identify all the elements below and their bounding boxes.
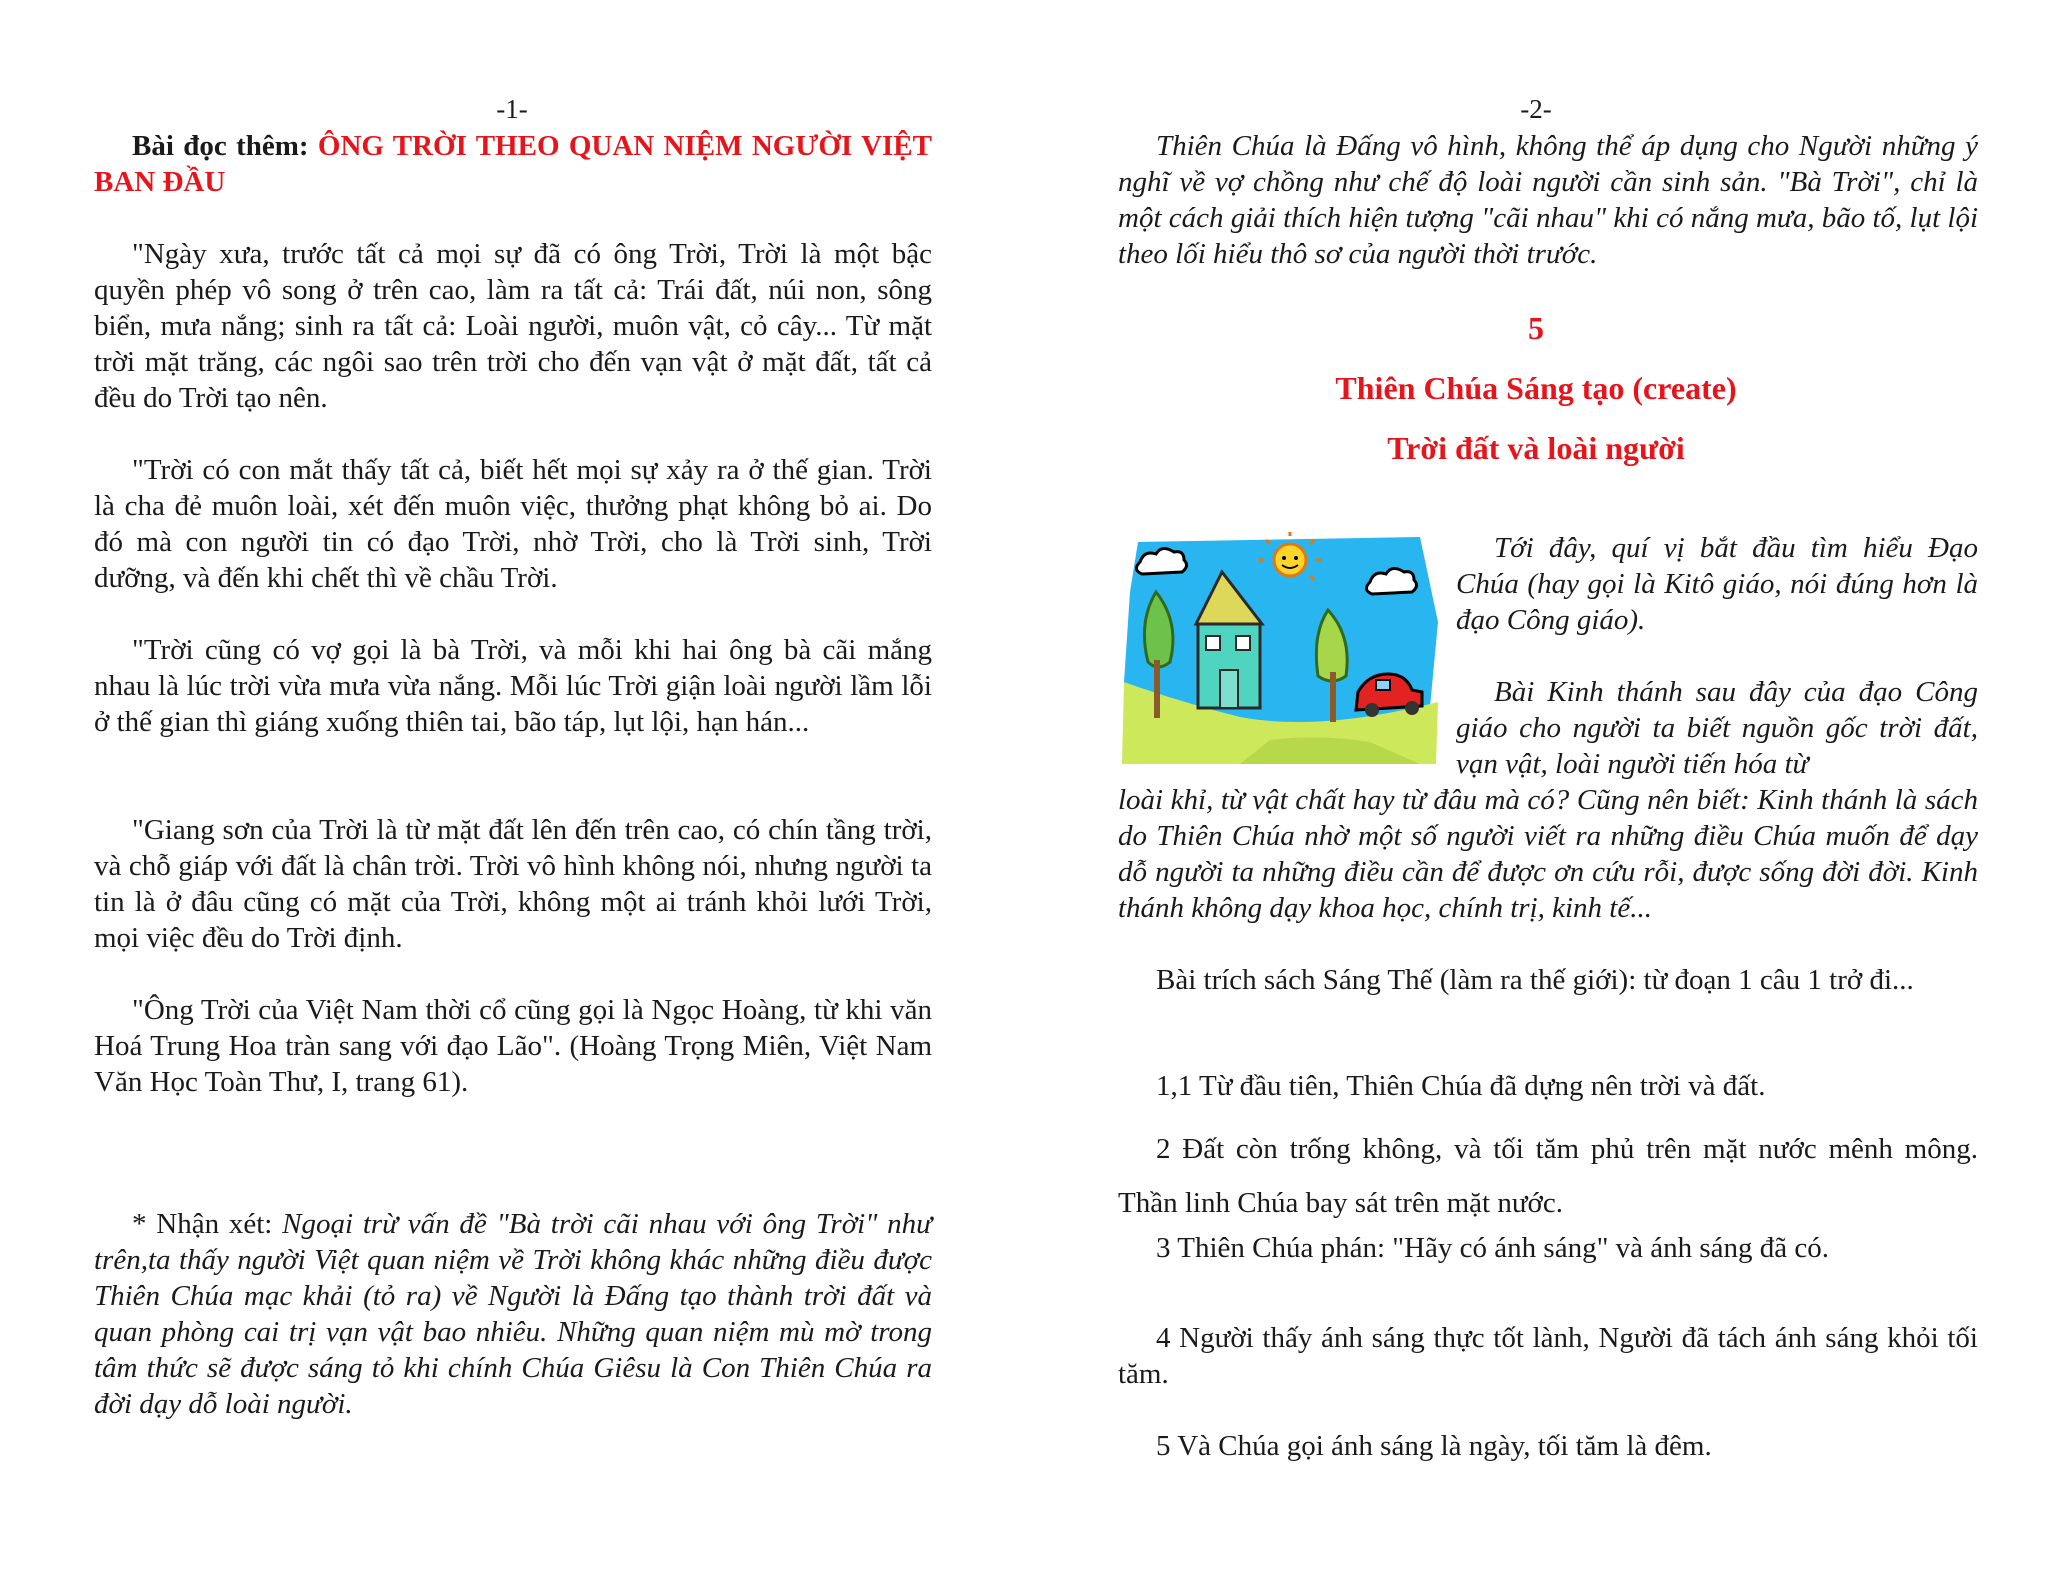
- heading-title: ÔNG TRỜI THEO QUAN NIỆM NGƯỜI VIỆT BAN ĐẦU: [94, 130, 932, 198]
- verse: 3 Thiên Chúa phán: "Hãy có ánh sáng" và ánh sáng đã có.: [1156, 1232, 1830, 1264]
- verse: 2 Đất còn trống không, và tối tăm phủ trên mặt nước mênh mông. Thần linh Chúa bay sát trên mặt nước.: [1118, 1133, 1978, 1219]
- chapter-title-2: Trời đất và loài người: [1387, 430, 1685, 466]
- page-number: -2-: [1520, 94, 1552, 124]
- heading-prefix: Bài đọc thêm:: [132, 130, 318, 162]
- chapter-title-1: Thiên Chúa Sáng tạo (create): [1335, 370, 1737, 406]
- paragraph-continued: loài khỉ, từ vật chất hay từ đâu mà có? Cũng nên biết: Kinh thánh là sách do Thiên Chúa nhờ một số người viết ra những điều Chúa muốn để dạy dỗ người ta những điều cần để được ơn cứu rỗi, được sống đời đời. Kinh thánh không dạy khoa học, chính trị, kinh tế...: [1118, 784, 1978, 924]
- remark-text: Ngoại trừ vấn đề "Bà trời cãi nhau với ông Trời" như trên,ta thấy người Việt quan niệm về Trời không khác những điều được Thiên Chúa mạc khải (tỏ ra) về Người là Đấng tạo thành trời đất và quan phòng cai trị vạn vật bao nhiêu. Những quan niệm mù mờ trong tâm thức sẽ được sáng tỏ khi chính Chúa Giêsu là Con Thiên Chúa ra đời dạy dỗ loài người.: [94, 1208, 932, 1420]
- excerpt-intro: Bài trích sách Sáng Thế (làm ra thế giới): từ đoạn 1 câu 1 trở đi...: [1156, 964, 1914, 996]
- verse: 5 Và Chúa gọi ánh sáng là ngày, tối tăm là đêm.: [1156, 1430, 1712, 1462]
- verse: 4 Người thấy ánh sáng thực tốt lành, Người đã tách ánh sáng khỏi tối tăm.: [1118, 1322, 1978, 1390]
- wrap-paragraph: Tới đây, quí vị bắt đầu tìm hiểu Đạo Chúa (hay gọi là Kitô giáo, nói đúng hơn là đạo Công giáo).: [1456, 532, 1978, 636]
- remark: [94, 1206, 932, 1422]
- chapter-number: 5: [1528, 310, 1544, 346]
- page-right: [1024, 0, 2048, 1582]
- house-illustration: [1120, 532, 1442, 764]
- page-number: -1-: [496, 94, 528, 124]
- paragraph: "Trời cũng có vợ gọi là bà Trời, và mỗi khi hai ông bà cãi mắng nhau là lúc trời vừa mưa vừa nắng. Mỗi lúc Trời giận loài người lầm lỗi ở thế gian thì giáng xuống thiên tai, bão táp, lụt lội, hạn hán...: [94, 634, 932, 738]
- paragraph: "Ngày xưa, trước tất cả mọi sự đã có ông Trời, Trời là một bậc quyền phép vô song ở trên cao, làm ra tất cả: Trái đất, núi non, sông biển, mưa nắng; sinh ra tất cả: Loài người, muôn vật, cỏ cây... Từ mặt trời mặt trăng, các ngôi sao trên trời cho đến vạn vật ở mặt đất, tất cả đều do Trời tạo nên.: [94, 238, 932, 414]
- paragraph: "Ông Trời của Việt Nam thời cổ cũng gọi là Ngọc Hoàng, từ khi văn Hoá Trung Hoa tràn sang với đạo Lão". (Hoàng Trọng Miên, Việt Nam Văn Học Toàn Thư, I, trang 61).: [94, 994, 932, 1098]
- intro-paragraph: Thiên Chúa là Đấng vô hình, không thể áp dụng cho Người những ý nghĩ về vợ chồng như chế độ loài người cần sinh sản. "Bà Trời", chỉ là một cách giải thích hiện tượng "cãi nhau" khi có nắng mưa, bão tố, lụt lội theo lối hiểu thô sơ của người thời trước.: [1118, 130, 1979, 270]
- verse: 1,1 Từ đầu tiên, Thiên Chúa đã dựng nên trời và đất.: [1156, 1070, 1766, 1102]
- reading-heading: [94, 128, 932, 200]
- remark-label: * Nhận xét:: [132, 1208, 283, 1240]
- paragraph: "Giang sơn của Trời là từ mặt đất lên đến trên cao, có chín tầng trời, và chỗ giáp với đất là chân trời. Trời vô hình không nói, nhưng người ta tin là ở đâu cũng có mặt của Trời, không một ai tránh khỏi lưới Trời, mọi việc đều do Trời định.: [94, 814, 932, 954]
- paragraph: "Trời có con mắt thấy tất cả, biết hết mọi sự xảy ra ở thế gian. Trời là cha đẻ muôn loài, xét đến muôn việc, thưởng phạt không bỏ ai. Do đó mà con người tin có đạo Trời, nhờ Trời, cho là Trời sinh, Trời dưỡng, và đến khi chết thì về chầu Trời.: [94, 454, 932, 594]
- wrap-paragraph: Bài Kinh thánh sau đây của đạo Công giáo cho người ta biết nguồn gốc trời đất, vạn vật, loài người tiến hóa từ: [1456, 676, 1978, 780]
